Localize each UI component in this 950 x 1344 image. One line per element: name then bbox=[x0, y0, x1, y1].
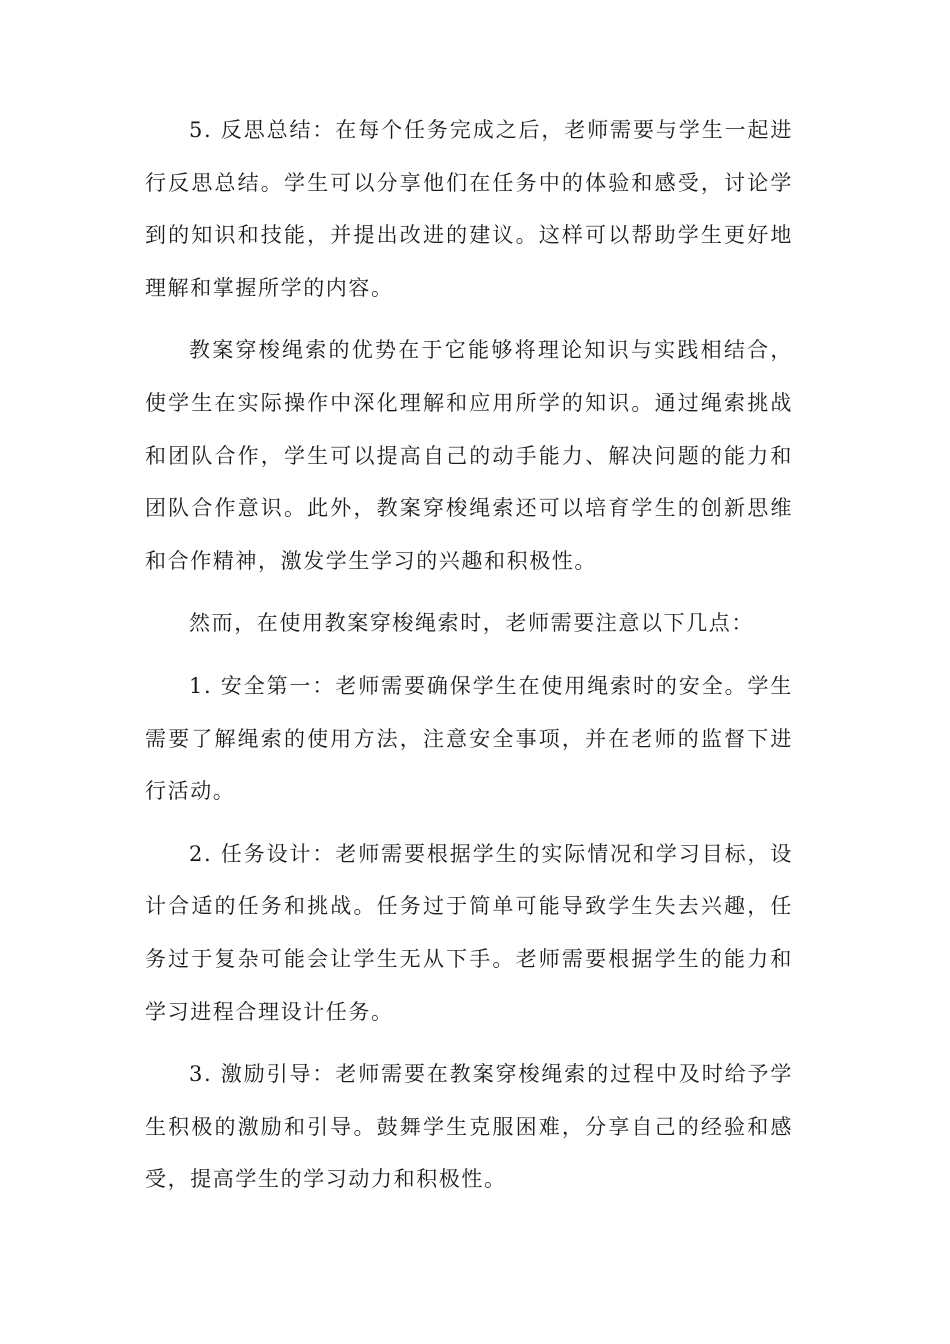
paragraph-motivation-guidance: 3. 激励引导：老师需要在教案穿梭绳索的过程中及时给予学生积极的激励和引导。鼓舞学生克服困难，分享自己的经验和感受，提高学生的学习动力和积极性。 bbox=[145, 1062, 793, 1192]
paragraph-safety-first: 1. 安全第一：老师需要确保学生在使用绳索时的安全。学生需要了解绳索的使用方法，注意安全事项，并在老师的监督下进行活动。 bbox=[145, 673, 793, 804]
paragraph-cautions-intro: 然而，在使用教案穿梭绳索时，老师需要注意以下几点： bbox=[189, 611, 754, 636]
paragraph-reflection-summary: 5. 反思总结：在每个任务完成之后，老师需要与学生一起进行反思总结。学生可以分享他们在任务中的体验和感受，讨论学到的知识和技能，并提出改进的建议。这样可以帮助学生更好地理解和掌握所学的内容。 bbox=[145, 118, 793, 300]
paragraph-task-design: 2. 任务设计：老师需要根据学生的实际情况和学习目标，设计合适的任务和挑战。任务过于简单可能导致学生失去兴趣，任务过于复杂可能会让学生无从下手。老师需要根据学生的能力和学习进程合理设计任务。 bbox=[145, 841, 793, 1024]
document-body bbox=[145, 104, 793, 1216]
paragraph-advantages: 教案穿梭绳索的优势在于它能够将理论知识与实践相结合，使学生在实际操作中深化理解和应用所学的知识。通过绳索挑战和团队合作，学生可以提高自己的动手能力、解决问题的能力和团队合作意识。此外，教案穿梭绳索还可以培育学生的创新思维和合作精神，激发学生学习的兴趣和积极性。 bbox=[145, 338, 793, 573]
